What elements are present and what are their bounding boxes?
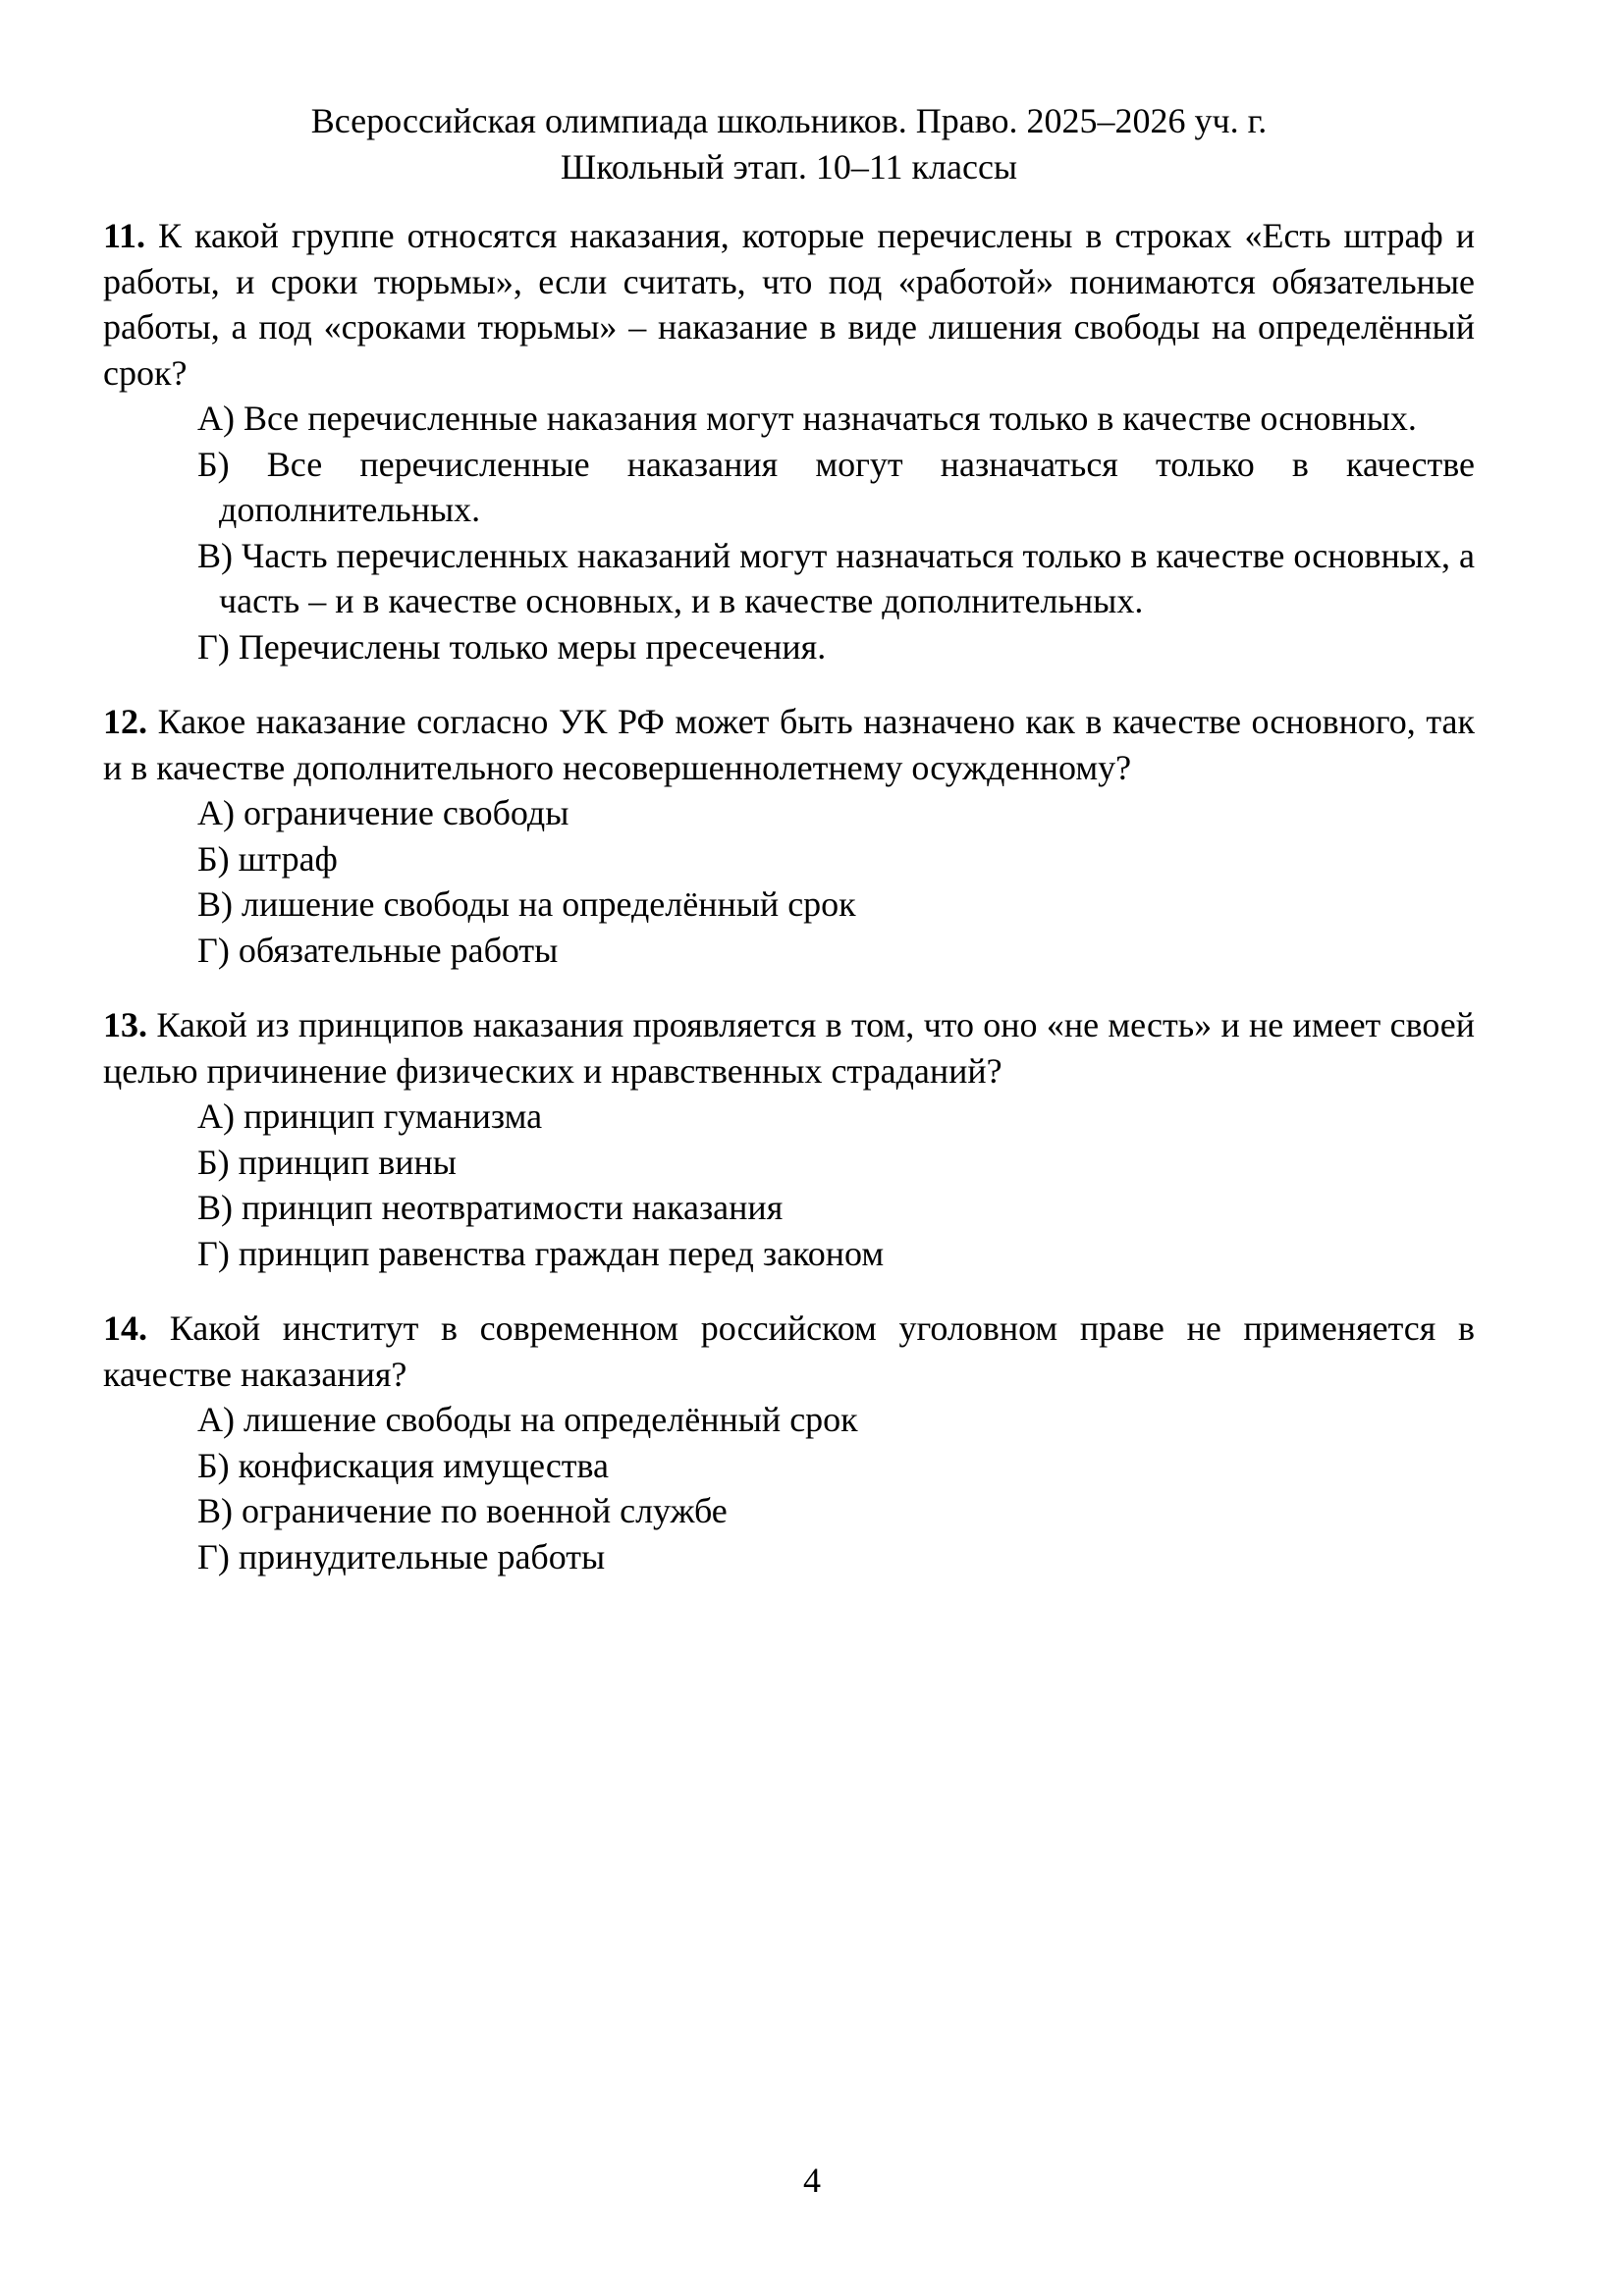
question-12-option-b — [197, 836, 1475, 882]
option-letter: А) — [197, 1096, 235, 1136]
question-14-option-g — [197, 1534, 1475, 1580]
option-letter: В) — [197, 535, 233, 575]
option-text: принцип гуманизма — [244, 1096, 543, 1136]
question-14-text — [103, 1306, 1475, 1397]
option-letter: Б) — [197, 838, 230, 879]
question-12-number: 12. — [103, 702, 147, 741]
question-11-options — [103, 396, 1475, 669]
question-11-option-b — [197, 442, 1475, 533]
option-letter: Б) — [197, 1142, 230, 1182]
question-12 — [103, 699, 1475, 973]
option-text: обязательные работы — [238, 930, 559, 970]
option-text: принцип равенства граждан перед законом — [238, 1233, 885, 1273]
question-12-body: Какое наказание согласно УК РФ может быть назначено как в качестве основного, так и в качестве дополнительного несовершеннолетнему осужденному? — [103, 702, 1476, 787]
question-12-text — [103, 699, 1475, 790]
option-letter: В) — [197, 884, 233, 924]
question-14-body: Какой институт в современном российском уголовном праве не применяется в качестве наказания? — [103, 1308, 1475, 1394]
header-line-2: Школьный этап. 10–11 классы — [560, 146, 1018, 187]
question-13 — [103, 1002, 1475, 1276]
question-11-option-a — [197, 396, 1475, 442]
question-13-body: Какой из принципов наказания проявляется в том, что оно «не месть» и не имеет своей целью причинение физических и нравственных страданий? — [103, 1005, 1476, 1091]
option-text: Перечислены только меры пресечения. — [238, 626, 827, 667]
question-14-option-b — [197, 1443, 1475, 1489]
option-letter: Г) — [197, 626, 230, 667]
question-13-option-b — [197, 1140, 1475, 1186]
page-number: 4 — [803, 2161, 821, 2200]
question-14-number: 14. — [103, 1308, 147, 1348]
question-14 — [103, 1306, 1475, 1579]
option-text: ограничение по военной службе — [242, 1491, 728, 1530]
question-12-option-g — [197, 928, 1475, 974]
option-text: ограничение свободы — [244, 793, 569, 832]
option-text: лишение свободы на определённый срок — [244, 1400, 858, 1439]
question-13-option-a — [197, 1094, 1475, 1140]
option-letter: А) — [197, 399, 235, 438]
option-text: принцип неотвратимости наказания — [242, 1188, 784, 1227]
option-letter: А) — [197, 1400, 235, 1439]
option-text: принудительные работы — [238, 1536, 606, 1576]
question-13-option-g — [197, 1231, 1475, 1277]
question-11-option-v — [197, 533, 1475, 624]
question-11-number: 11. — [103, 216, 146, 255]
option-letter: А) — [197, 793, 235, 832]
question-13-number: 13. — [103, 1005, 147, 1044]
question-14-options — [103, 1397, 1475, 1579]
option-letter: В) — [197, 1188, 233, 1227]
option-text: Все перечисленные наказания могут назначаться только в качестве дополнительных. — [219, 444, 1475, 529]
option-text: конфискация имущества — [238, 1445, 610, 1485]
option-letter: Г) — [197, 930, 230, 970]
option-letter: Г) — [197, 1233, 230, 1273]
option-text: лишение свободы на определённый срок — [242, 884, 856, 924]
option-text: принцип вины — [238, 1142, 457, 1182]
question-13-options — [103, 1094, 1475, 1276]
question-11-text — [103, 213, 1475, 396]
option-letter: Б) — [197, 1445, 230, 1485]
option-letter: Г) — [197, 1536, 230, 1576]
option-text: штраф — [238, 838, 338, 879]
question-14-option-a — [197, 1397, 1475, 1443]
option-text: Часть перечисленных наказаний могут назначаться только в качестве основных, а часть – и в качестве основных, и в качестве дополнительных. — [219, 535, 1475, 620]
question-12-option-v — [197, 881, 1475, 928]
question-11-body: К какой группе относятся наказания, которые перечислены в строках «Есть штраф и работы, и сроки тюрьмы», если считать, что под «работой» понимаются обязательные работы, а под «сроками тюрьмы» – наказание в виде лишения свободы на определённый срок? — [103, 216, 1476, 393]
question-11-option-g — [197, 624, 1475, 670]
option-letter: В) — [197, 1491, 233, 1530]
question-12-options — [103, 790, 1475, 973]
option-text: Все перечисленные наказания могут назначаться только в качестве основных. — [244, 399, 1417, 438]
page-header — [103, 98, 1475, 189]
question-14-option-v — [197, 1488, 1475, 1534]
question-11 — [103, 213, 1475, 669]
question-13-option-v — [197, 1185, 1475, 1231]
option-letter: Б) — [197, 444, 230, 484]
header-line-1: Всероссийская олимпиада школьников. Право. 2025–2026 уч. г. — [310, 101, 1268, 140]
question-12-option-a — [197, 790, 1475, 836]
question-13-text — [103, 1002, 1475, 1094]
